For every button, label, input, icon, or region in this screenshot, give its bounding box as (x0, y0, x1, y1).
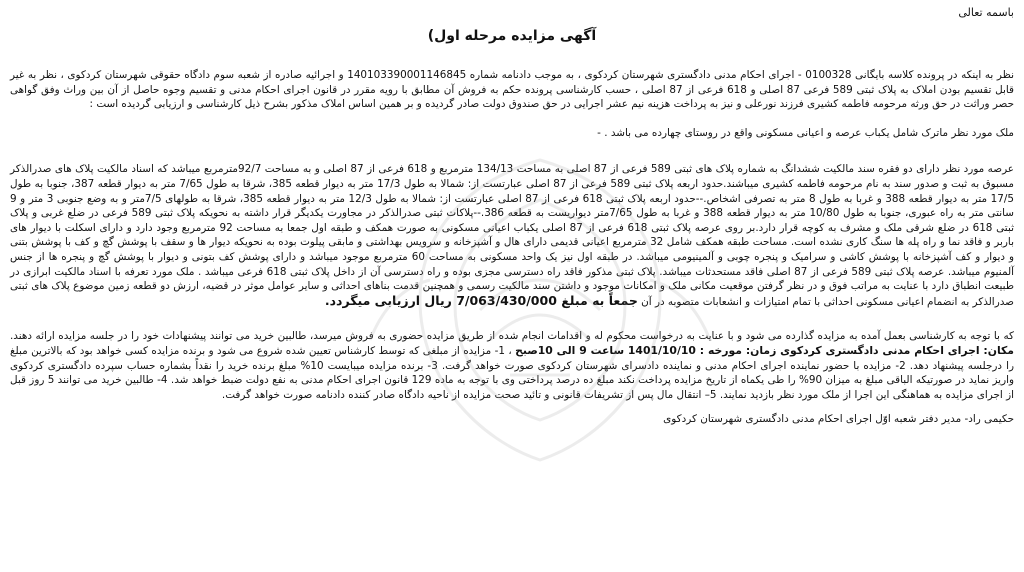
auction-rules-text: ، 1- مزایده از مبلغی که توسط کارشناس تعیین شده شروع می شود و برنده مزایده کسی خواهد بود که بالاترین مبلغ را درجلسه پیشنهاد دهد. 2- مزایده با حضور نماینده اجرای احکام مدنی و نماینده دادسرای شهرستان کردکوی صورت خواهد گرفت. 3- برنده مزایده میبایست 10% مبلغ برنده خرید را نقداً بشماره حساب سپرده دادگستری کردکوی واریز نماید در صورتیکه الباقی مبلغ به میزان 90% را طی یکماه از تاریخ مزایده پرداخت نکند مبلغ ده درصد پرداختی وی با توجه به ماده 129 قانون اجرای احکام مدنی به نفع دولت ضبط خواهد شد. 4- طالبین خرید می توانند 5 روز قبل از اجرای مزایده به هماهنگی این اجرا از ملک مورد نظر بازدید نمایند. 5– انتقال مال پس از تشریفات قانونی و تائید صحت مزایده از ناحیه دادگاه صادر کننده دادنامه صورت خواهد گرفت. (10, 344, 1014, 401)
auction-place-time: مکان: اجرای احکام مدنی دادگستری کردکوی زمان: مورخه : 1401/10/10 ساعت 9 الی 10صبح (515, 343, 1014, 357)
signature-line: حکیمی راد- مدیر دفتر شعبه اوّل اجرای احکام مدنی دادگستری شهرستان کردکوی (663, 413, 1014, 426)
property-description-text: عرصه مورد نظر دارای دو فقره سند مالکیت ششدانگ به شماره پلاک های ثبتی 589 فرعی از 87 اصلی به مساحت 134/13 مترمربع و 618 فرعی از 87 اصلی و به مساحت 92/7مترمربع میباشد که اسناد مالکیت پلاک های صدرالذکر مسبوق به ثبت و صدور سند به نام مرحومه فاطمه کشیری میباشند.حدود اربعه پلاک ثبتی 589 فرعی از 87 اصلی عبارتست از: شمالا به طول 17/3 متر به دیوار قطعه 385، شرقا به طول 7/65 متر به دیوار قطعه 387، جنوبا به طول 17/5 متر به دیوار قطعه 388 و غربا به طول 8 متر به تصرفی اشخاص.--حدود اربعه پلاک ثبتی 618 فرعی از 87 اصلی عبارتست از: شمالا به طول 12/3 متر به دیوار قطعه 385، شرقا به طولهای 7/5متر و به وضع جنوبی 3 متر و 9 سانتی متر به راه عبوری، جنوبا به طول 10/80 متر به دیوار قطعه 388 و غربا به طول 7/65متر دیواریست به قطعه 386.--پلاکات ثبتی صدرالذکر در مجاورت یکدیگر قرار داشته به نحویکه پلاک ثبتی 589 فرعی در ضلع غربی و پلاک ثبتی 618 در ضلع شرقی ملک و مشرف به کوچه قرار دارد.بر روی عرصه پلاک ثبتی 618 فرعی از 87 اصلی یکباب اعیانی مسکونی به صورت همکف و طبقه اول جمعا به مساحت 92 مترمربع وجود دارد و دارای اسکلت با دیوار های باربر و فاقد نما و راه پله ها سنگ کاری نشده است. مساحت طبقه همکف شامل 32 مترمربع اعیانی قدیمی دارای هال و آشپزخانه و سرویس بهداشتی و مابقی پیلوت بوده به نحویکه دیوار ها و سقف با پوشش گچ و کف با پوشش بتنی و دیوار و کف آشپزخانه با پوشش کاشی و سرامیک و پنجره چوبی و آلمینیومی میباشد. در طبقه اول نیز یک واحد مسکونی به مساحت 60 مترمربع موجود میباشد و دارای پوشش کف بتونی و دیوار با پوشش گچ و پنجره ها از جنس آلمنیوم میباشد. عرصه پلاک ثبتی 589 فرعی از 87 اصلی فاقد مستحدثات میباشد. پلاک ثبتی مذکور فاقد راه دسترسی مجزی بوده و راه دسترسی آن از داخل پلاک ثبتی 618 فرعی میباشد . ملک مورد تعرفه با اسناد مالکیت ابرازی در طبیعت انطباق دارد با عنایت به مراتب فوق و در نظر گرفتن موقعیت مکانی ملک و امکانات موجود و داشتن سند مالکیت رسمی و همچنین قدمت بناهای احداثی و سایر عوامل موثر در قضیه، ارزش دو قطعه زمین موضوع پلاک های ثبتی صدرالذکر به انضمام اعیانی مسکونی احداثی با تمام امتیازات و انشعابات متصوبه در آن (10, 163, 1015, 308)
property-summary: ملک مورد نظر ماترک شامل یکباب عرصه و اعیانی مسکونی واقع در روستای چهارده می باشد . - (597, 126, 1014, 139)
valuation-amount: جمعاً به مبلغ 7/063/430/000 ریال ارزیابی میگردد. (324, 292, 638, 308)
auction-conditions (10, 329, 1014, 402)
notice-title: آگهی مزایده مرحله اول) (427, 28, 597, 44)
basmala-heading: باسمه تعالی (958, 6, 1014, 19)
property-description (10, 162, 1014, 309)
auction-intro-text: که با توجه به کارشناسی بعمل آمده به مزایده گذارده می شود و با عنایت به درخواست محکوم له و اقدامات انجام شده از طریق مزایده حضوری به فروش میرسد، طالبین خرید می توانند پیشنهادات خود را در جلسه مزایده ارائه دهند. (10, 330, 1014, 343)
intro-paragraph: نظر به اینکه در پرونده کلاسه بایگانی 0100328 - اجرای احکام مدنی دادگستری شهرستان کردکوی ، به موجب دادنامه شماره 140103390001146845 و اجرائیه صادره از شعبه سوم دادگاه حقوقی شهرستان کردکوی ، نظر به غیر قابل تقسیم بودن املاک به پلاک ثبتی 589 فرعی 87 اصلی و 618 فرعی از 87 اصلی ، حسب کارشناسی پرونده حکم به فروش آن مطابق با رویه مقرر در قانون اجرای احکام مدنی و تقسیم وجوه حاصل از آن بین وراث وفق گواهی حصر وراثت در حق ورثه مرحومه فاطمه کشیری فرزند نورعلی و نیز به پرداخت هزینه نیم عشر اجرایی در حق صندوق دولت صادر گردیده و بر همین اساس املاک مذکور بشرح ذیل کارشناسی و ارزیابی گردیده است : (10, 69, 1014, 111)
